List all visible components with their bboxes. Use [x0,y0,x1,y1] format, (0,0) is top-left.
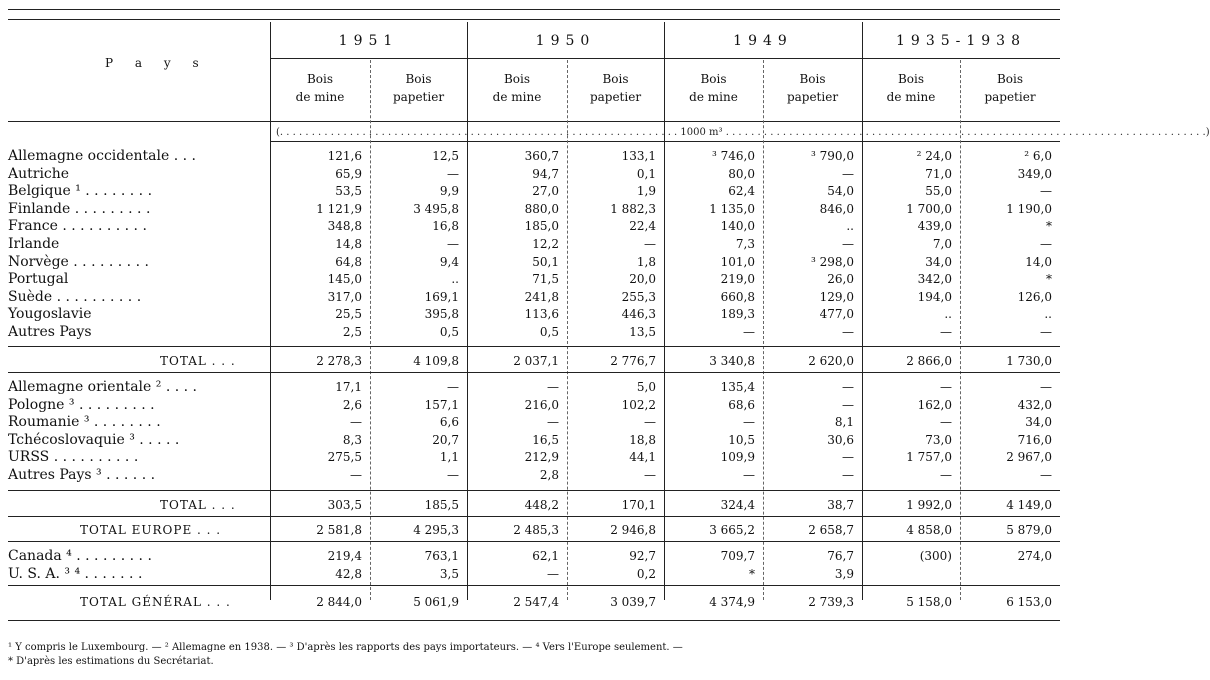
top-rule-2 [8,19,1060,20]
table-row [0,323,1069,341]
cell-value: * [1046,219,1052,234]
cell-value: 4 374,9 [709,595,755,609]
cell-value: * [1046,272,1052,287]
cell-value: 880,0 [524,201,559,216]
cell-value: 102,2 [621,397,656,412]
cell-value: 3,9 [834,567,854,581]
year-header: 1949 [733,33,793,49]
cell-value: 129,0 [819,289,854,304]
cell-value: 133,1 [621,149,656,163]
cell-value: 10,5 [728,432,755,447]
cell-value: 360,7 [524,149,559,163]
cell-value: 219,4 [327,549,362,563]
cell-value: .. [1044,307,1052,322]
cell-value: 194,0 [917,289,952,304]
bois-de-mine-header: Bois de mine [295,72,345,104]
row-label: TOTAL . . . [160,498,236,512]
top-rule-1 [8,9,1060,10]
cell-value: 185,0 [524,219,559,234]
cell-value: 64,8 [335,254,362,269]
row-label: Yougoslavie [8,306,92,323]
cell-value: 9,9 [439,184,459,199]
year-header: 1950 [535,33,596,49]
cell-value: 3 665,2 [709,523,755,537]
row-label: TOTAL GÉNÉRAL . . . [80,595,231,609]
cell-value: 1 757,0 [906,450,952,465]
row-label: Tchécoslovaquie ³ . . . . . [8,431,180,448]
row-label: Canada ⁴ . . . . . . . . . [8,548,152,564]
cell-value: 26,0 [827,272,854,287]
total-row [0,496,1069,514]
cell-value: ³ 298,0 [811,254,854,269]
cell-value: 216,0 [524,397,559,412]
table-row [0,305,1069,323]
cell-value: 1,1 [439,450,459,465]
cell-value: 4 858,0 [906,523,952,537]
cell-value: — [842,450,854,465]
cell-value: 2 037,1 [513,354,559,368]
cell-value: 317,0 [327,289,362,304]
cell-value: 5 158,0 [906,595,952,609]
cell-value: 27,0 [532,184,559,199]
cell-value: 1 992,0 [906,498,952,512]
group-rule [8,372,1060,373]
cell-value: — [447,468,459,482]
row-label: Pologne ³ . . . . . . . . . [8,396,155,413]
cell-value: 212,9 [524,450,559,465]
cell-value: 62,1 [532,549,559,563]
cell-value: 709,7 [720,549,755,563]
year-header: 1935-1938 [896,33,1026,49]
cell-value: 121,6 [327,149,362,163]
cell-value: — [644,468,656,482]
bois-papetier-header: Bois papetier [589,72,642,104]
cell-value: 68,6 [728,397,755,412]
subtotal-rule [8,346,1060,347]
cell-value: 1 700,0 [906,201,952,216]
cell-value: 14,0 [1025,254,1052,269]
table-row [0,288,1069,306]
table-row [0,182,1069,200]
cell-value: 4 149,0 [1006,498,1052,512]
cell-value: .. [451,272,459,287]
cell-value: 185,5 [424,498,459,512]
cell-value: ² 24,0 [916,149,952,163]
cell-value: (300) [919,549,952,563]
cell-value: — [644,415,656,430]
cell-value: 6 153,0 [1006,595,1052,609]
unit-row: (. . . . . . . . . . . . . . . . . . . . . . . . . . . . . . . . . . . . . . . . . . . . . . . . . . . . . . . . . . . . . . . 1000 m³ . . . . . . . . . . . . . . . . . . . . . . . . . . . . . . . . . . . . . . . . . . . . . . . . . . . . . . . . . . . . . . . . . . . . . . . . . . . .) [276,127,1210,138]
cell-value: 80,0 [728,166,755,181]
group-rule [8,516,1060,517]
table-row [0,200,1069,218]
cell-value: 135,4 [720,380,755,394]
table-row [0,378,1069,396]
cell-value: ² 6,0 [1024,149,1052,163]
cell-value: 7,3 [735,237,755,251]
unit-rule [270,141,1060,142]
header-bottom-rule [8,121,1060,122]
row-label: Autriche [8,165,70,182]
bois-papetier-header: Bois papetier [786,72,839,104]
cell-value: 219,0 [720,272,755,287]
cell-value: 71,0 [925,166,952,181]
cell-value: 1 730,0 [1006,354,1052,368]
cell-value: 101,0 [720,254,755,269]
cell-value: — [940,325,952,339]
cell-value: 2,5 [342,325,362,339]
cell-value: — [1040,380,1052,394]
cell-value: 2 844,0 [316,595,362,609]
cell-value: 18,8 [629,432,656,447]
cell-value: — [547,567,559,581]
cell-value: — [447,237,459,251]
table-row [0,565,1069,583]
cell-value: 34,0 [925,254,952,269]
cell-value: — [743,468,755,482]
cell-value: 9,4 [439,254,459,269]
row-label: Norvège . . . . . . . . . [8,253,149,270]
cell-value: — [547,415,559,430]
cell-value: 53,5 [335,184,362,199]
cell-value: 448,2 [524,498,559,512]
cell-value: — [547,380,559,394]
cell-value: 2 278,3 [316,354,362,368]
cell-value: 12,2 [532,237,559,251]
cell-value: — [940,380,952,394]
cell-value: 255,3 [621,289,656,304]
cell-value: 275,5 [327,450,362,465]
cell-value: 716,0 [1017,432,1052,447]
cell-value: 5 879,0 [1006,523,1052,537]
row-label: Portugal [8,271,69,288]
year-rule [270,58,1060,59]
row-label: Irlande [8,236,60,252]
cell-value: 3 340,8 [709,354,755,368]
row-label: U. S. A. ³ ⁴ . . . . . . . [8,566,143,582]
table-row [0,466,1069,484]
cell-value: 25,5 [335,307,362,322]
cell-value: — [447,166,459,181]
cell-value: 349,0 [1017,166,1052,181]
cell-value: 1,9 [636,184,656,199]
cell-value: 446,3 [621,307,656,322]
cell-value: 20,7 [432,432,459,447]
cell-value: — [1040,237,1052,251]
cell-value: 1 190,0 [1006,201,1052,216]
cell-value: 109,9 [720,450,755,465]
cell-value: 34,0 [1025,415,1052,430]
cell-value: .. [846,219,854,234]
cell-value: 2 581,8 [316,523,362,537]
subtotal-rule [8,490,1060,491]
cell-value: — [1040,184,1052,199]
cell-value: 1 882,3 [610,201,656,216]
bois-de-mine-header: Bois de mine [492,72,542,104]
row-label: Autres Pays [8,324,92,340]
cell-value: — [940,415,952,430]
cell-value: 2 485,3 [513,523,559,537]
cell-value: 6,6 [439,415,459,430]
row-label: Roumanie ³ . . . . . . . . [8,414,161,431]
cell-value: — [842,397,854,412]
cell-value: — [1040,468,1052,482]
cell-value: 2,6 [342,397,362,412]
cell-value: — [940,468,952,482]
cell-value: 17,1 [335,380,362,394]
year-header: 1951 [338,33,399,49]
cell-value: 0,1 [636,166,656,181]
table-row [0,413,1069,431]
cell-value: * [749,567,755,581]
row-label: TOTAL . . . [160,354,236,368]
cell-value: 157,1 [424,397,459,412]
cell-value: 13,5 [629,325,656,339]
cell-value: .. [944,307,952,322]
cell-value: 0,5 [539,325,559,339]
row-label: URSS . . . . . . . . . . [8,449,139,466]
cell-value: 2 946,8 [610,523,656,537]
cell-value: 113,6 [524,307,559,322]
total-europe-row [0,521,1069,539]
cell-value: — [350,468,362,482]
cell-value: 2 776,7 [610,354,656,368]
cell-value: 324,4 [720,498,755,512]
cell-value: 1,8 [636,254,656,269]
pays-header: P a y s [105,56,208,70]
bois-de-mine-header: Bois de mine [886,72,936,104]
cell-value: 189,3 [720,307,755,322]
table-row [0,547,1069,565]
cell-value: 22,4 [629,219,656,234]
row-label: Allemagne orientale ² . . . . [8,379,197,395]
cell-value: 303,5 [327,498,362,512]
cell-value: 55,0 [925,184,952,199]
cell-value: — [842,237,854,251]
cell-value: 4 109,8 [413,354,459,368]
table-row [0,147,1069,165]
cell-value: 73,0 [925,432,952,447]
row-label: Finlande . . . . . . . . . [8,200,151,217]
cell-value: 660,8 [720,289,755,304]
cell-value: 169,1 [424,289,459,304]
cell-value: 162,0 [917,397,952,412]
cell-value: — [842,468,854,482]
cell-value: 54,0 [827,184,854,199]
cell-value: 477,0 [819,307,854,322]
cell-value: 395,8 [424,307,459,322]
cell-value: 8,1 [834,415,854,430]
cell-value: 5,0 [636,380,656,394]
bois-papetier-header: Bois papetier [984,72,1036,104]
cell-value: 2 739,3 [808,595,854,609]
cell-value: 2 547,4 [513,595,559,609]
cell-value: 140,0 [720,219,755,234]
cell-value: 846,0 [819,201,854,216]
total-row [0,352,1069,370]
bois-papetier-header: Bois papetier [392,72,445,104]
table-row [0,235,1069,253]
cell-value: — [743,325,755,339]
cell-value: 5 061,9 [413,595,459,609]
cell-value: 342,0 [917,272,952,287]
cell-value: 62,4 [728,184,755,199]
cell-value: 7,0 [932,237,952,251]
cell-value: 16,5 [532,432,559,447]
cell-value: — [842,325,854,339]
bois-de-mine-header: Bois de mine [689,72,738,104]
cell-value: 763,1 [424,549,459,563]
cell-value: 71,5 [532,272,559,287]
cell-value: 65,9 [335,166,362,181]
subtotal-rule [8,585,1060,586]
cell-value: 241,8 [524,289,559,304]
table-row [0,253,1069,271]
row-label: Allemagne occidentale . . . [8,148,196,164]
cell-value: — [743,415,755,430]
cell-value: 3,5 [439,567,459,581]
row-label: France . . . . . . . . . . [8,218,147,235]
table-row [0,217,1069,235]
cell-value: 2 866,0 [906,354,952,368]
cell-value: 12,5 [432,149,459,163]
cell-value: 94,7 [532,166,559,181]
cell-value: 170,1 [621,498,656,512]
cell-value: ³ 790,0 [811,149,854,163]
cell-value: 145,0 [327,272,362,287]
cell-value: 0,5 [439,325,459,339]
row-label: Autres Pays ³ . . . . . . [8,467,156,483]
cell-value: — [1040,325,1052,339]
table-row [0,270,1069,288]
cell-value: 1 121,9 [316,201,362,216]
table-row [0,431,1069,449]
cell-value: 2 658,7 [808,523,854,537]
cell-value: 92,7 [629,549,656,563]
row-label: TOTAL EUROPE . . . [80,523,222,537]
cell-value: 14,8 [335,237,362,251]
cell-value: 0,2 [636,567,656,581]
cell-value: 42,8 [335,567,362,581]
cell-value: 8,3 [342,432,362,447]
footnote-2: * D'après les estimations du Secrétariat. [8,656,214,667]
cell-value: 126,0 [1017,289,1052,304]
row-label: Belgique ¹ . . . . . . . . [8,183,153,200]
cell-value: 2 620,0 [808,354,854,368]
cell-value: — [447,380,459,394]
group-rule [8,541,1060,542]
cell-value: 44,1 [629,450,656,465]
cell-value: 3 495,8 [413,201,459,216]
table-row [0,396,1069,414]
cell-value: 2 967,0 [1006,450,1052,465]
cell-value: 439,0 [917,219,952,234]
cell-value: 4 295,3 [413,523,459,537]
total-general-row [0,593,1069,611]
cell-value: 16,8 [432,219,459,234]
cell-value: 38,7 [827,498,854,512]
cell-value: 1 135,0 [709,201,755,216]
table-row [0,448,1069,466]
cell-value: 30,6 [827,432,854,447]
cell-value: — [842,166,854,181]
cell-value: 2,8 [539,468,559,482]
bottom-rule [8,620,1060,621]
cell-value: ³ 746,0 [712,149,755,163]
footnote-1: ¹ Y compris le Luxembourg. — ² Allemagne en 1938. — ³ D'après les rapports des pays importateurs. — ⁴ Vers l'Europe seulement. — [8,642,683,653]
table-row [0,165,1069,183]
cell-value: 3 039,7 [610,595,656,609]
cell-value: — [842,380,854,394]
cell-value: 50,1 [532,254,559,269]
cell-value: 76,7 [827,549,854,563]
cell-value: 20,0 [629,272,656,287]
cell-value: 432,0 [1017,397,1052,412]
cell-value: 348,8 [327,219,362,234]
cell-value: 274,0 [1017,549,1052,563]
cell-value: — [350,415,362,430]
row-label: Suède . . . . . . . . . . [8,288,142,305]
cell-value: — [644,237,656,251]
